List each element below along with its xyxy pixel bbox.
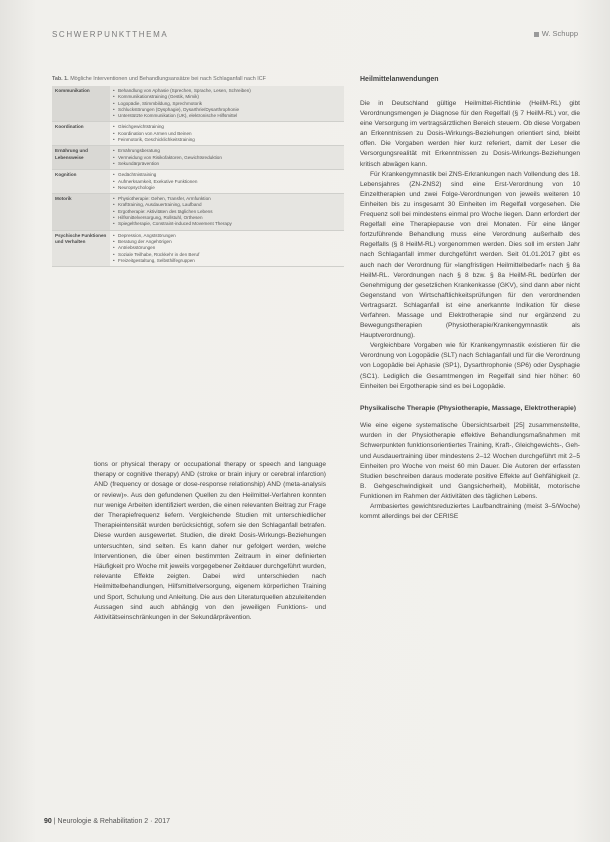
table-list-item: • Spiegeltherapie, Constraint-induced Movement Therapy [113,221,341,227]
table-row-category: Kommunikation [52,86,110,122]
paragraph-4: Wie eine eigene systematische Übersichtsarbeit [25] zusammenstellte, wurden in der Physiotherapie effektive Behandlungsmaßnahmen mit Schwerpunkten funktionsorientiertes Training, Kraft-, Gleichgewichts-, Geh- und Ausdauertraining über mindestens 2–12 Wochen durchgeführt mit 2–5 Einheiten pro Woche von meist 60 min Dauer. Die Autoren der erfassten Studien beschreiben daraus moderate positive Effekte auf Gehfähigkeit (z. B. Gehgeschwindigkeit und Gangsicherheit), Mobilität, motorische Funktionen im Rahmen der Aktivitäten des täglichen Lebens. [360,422,580,500]
table-row-category: Psychische Funktionen und Verhalten [52,230,110,266]
table-list-item: • Antriebsstörungen [113,245,341,251]
table-list-item: • Schluckstörungen (Dysphagie), Dysarthrie/Dysarthrophonie [113,107,341,113]
table-list-item: • Physiotherapie: Gehen, Transfer, Armfunktion [113,196,341,202]
table-list-item: • Sekundärprävention [113,161,341,167]
right-column [360,75,580,522]
table-row-category: Kognition [52,170,110,194]
table-row-items [110,194,344,230]
table-list-item: • Hilfsmittelversorgung, Rollstuhl, Orthesen [113,215,341,221]
table-list-item: • Kommunikationstraining (Gestik, Mimik) [113,94,341,100]
table-row [52,230,344,266]
table-list-item: • Neuropsychologie [113,185,341,191]
table-row-items [110,86,344,122]
table-list-item: • Ernährungsberatung [113,148,341,154]
table-row-items [110,230,344,266]
table-row [52,146,344,170]
table-list-item: • Feinmotorik, Geschicklichkeitstraining [113,137,341,143]
table-caption-text: Mögliche Interventionen und Behandlungsansätze bei nach Schlaganfall nach ICF [70,76,266,82]
table-list-item: • Freizeitgestaltung, Selbsthilfegruppen [113,258,341,264]
paragraph-3: Vergleichbare Vorgaben wie für Krankengymnastik existieren für die Verordnung von Logopädie (SLT) nach Schlaganfall und für die Verordnung von Logopädie bei Aphasie (SP1), Dysarthrophonie (SP6) oder Dysphagie (SC1). Lediglich die Gesamtmengen im Regelfall sind hier höher: 60 Einheiten bei Ergotherapie sind es bei Logopädie. [360,342,580,390]
author-name: W. Schupp [541,29,578,38]
section-header: SCHWERPUNKTTHEMA [52,30,169,39]
table-row-items [110,122,344,146]
table-row-items [110,170,344,194]
author-header [534,29,578,38]
table-list-item: • Krafttraining, Ausdauertraining, Laufband [113,202,341,208]
table-row-category: Koordination [52,122,110,146]
table-caption-label: Tab. 1. [52,76,69,82]
table-row [52,86,344,122]
table-list-item: • Soziale Teilhabe, Rückkehr in den Beruf [113,252,341,258]
left-column-paragraph: tions or physical therapy or occupational therapy or speech and language therapy or cognitive therapy) AND (stroke or brain injury or cerebral infarction) AND (frequency or dosage or dose-response relationship) AND (meta-analysis or review)». Aus den gefundenen Quellen zu den Heilmittel-Verfahren konnten nur wenige Arbeiten identifiziert werden, die einen relevanten Beitrag zur Frage der Therapiefrequenz liefern. Vergleichende Studien mit unterschiedlicher Therapieintensität wurden berücksichtigt, sofern sie den Schlaganfall betrafen. Diese wurden ausgewertet. Studien, die direkt Dosis-Wirkungs-Beziehungen untersuchten, sind selten. Es kann daher nur gefolgert werden, welche Interventionen, die über einen bestimmten Zeitraum in einer definierten Häufigkeit pro Woche mit jeweils vorgegebener Zeitdauer durchgeführt wurden, relevante Effekte zeigten. Dabei wird unterschieden nach Heilmittelbehandlungen, Hilfsmittelversorgung, eigenem körperlichen Training und Sport, Schulung und Anleitung. Die aus den Literaturquellen abzuleitenden Aussagen sind auch abhängig von den jeweiligen Funktions- und Aktivitätseinschränkungen in der Sekundärprävention. [94,461,326,622]
heading-heilmittelanwendungen: Heilmittelanwendungen [360,76,439,83]
footer-separator: | [53,818,58,825]
table-row-items [110,146,344,170]
table-list-item: • Koordination von Armen und Beinen [113,131,341,137]
table-list-item: • Aufmerksamkeit, Exekutive Funktionen [113,179,341,185]
table-list-item: • Behandlung von Aphasie (Sprechen, Sprache, Lesen, Schreiben) [113,88,341,94]
table-list-item: • Vermeidung von Risikofaktoren, Gewichtsreduktion [113,155,341,161]
left-column [94,460,326,623]
table-caption [52,76,342,82]
table-row-category: Motorik [52,194,110,230]
table-list-item: • Gleichgewichtstraining [113,124,341,130]
table-row [52,122,344,146]
table-row-category: Ernährung und Lebensweise [52,146,110,170]
intervention-table [52,86,344,267]
table-list-item: • Gedächtnistraining [113,172,341,178]
paragraph-2: Für Krankengymnastik bei ZNS-Erkrankungen nach Vollendung des 18. Lebensjahres (ZN-ZNS2) sind eine Erst-Verordnung von 10 Einzeltherapien und zwei Folge-Verordnungen von jeweils weiteren 10 Einheiten bis zu insgesamt 30 Einheiten im Regelfall vorgesehen. Die Frequenz soll bei mindestens einmal pro Woche liegen. Dann erfordert der Regelfall eine Therapiepause von drei Monaten. Für eine länger fortzuführende Behandlung muss eine Verordnung außerhalb des Regelfalls (§ 8 HeilM-RL) vorgenommen werden. Dies soll im ersten Jahr nach Schlaganfall immer durchgeführt werden. Seit 01.01.2017 gibt es auch nach der Verordnung für »langfristigen Heilmittelbedarf« nach § 8a HeilM-RL. Verordnungen nach § 8 bzw. § 8a HeilM-RL bedürfen der Genehmigung der gesetzlichen Krankenkasse (GKV), sind dann aber nicht Gegenstand von Wirtschaftlichkeitsprüfungen für den verordnenden Vertragsarzt. Schlaganfall ist eine anerkannte Indikation für diese Verfahren. Massage und Elektrotherapie sind nur ergänzend zu Bewegungstherapien (Physiotherapie/Krankengymnastik als Hauptverordnung). [360,170,580,340]
paragraph-1: Die in Deutschland gültige Heilmittel-Richtlinie (HeilM-RL) gibt Verordnungsmengen je Diagnose für den Regelfall (§ 7 HeilM-RL) vor, die eine Versorgung im vertragsärztlichen Bereich steuern. Ob diese Vorgaben an Erkenntnissen zu Dosis-Wirkungs-Beziehungen orientiert sind, bleibt offen. Die Vorgaben werden hier kurz referiert, damit der Leser die Versorgungsrealität mit Erkenntnissen zu Dosis-Wirkungs-Beziehungen kritisch abwägen kann. [360,100,580,168]
table-row [52,194,344,230]
square-marker-icon [534,32,539,37]
page-footer [44,818,170,825]
heading-physikalische-therapie: Physikalische Therapie (Physiotherapie, Massage, Elektrotherapie) [360,404,577,412]
table-list-item: • Ergotherapie: Aktivitäten des täglichen Lebens [113,209,341,215]
table-list-item: • Depression, Angststörungen [113,233,341,239]
table-row [52,170,344,194]
table-list-item: • Unterstützte Kommunikation (UK), elektronische Hilfsmittel [113,113,341,119]
table-list-item: • Beratung der Angehörigen [113,239,341,245]
paragraph-5: Armbasiertes gewichtsreduziertes Laufbandtraining (meist 3–5/Woche) kommt allerdings bei der CERISE [360,502,580,521]
journal-name: Neurologie & Rehabilitation 2 · 2017 [57,818,170,825]
page-number: 90 [44,818,52,825]
table-list-item: • Logopädie, Stimmbildung, Sprechmotorik [113,101,341,107]
